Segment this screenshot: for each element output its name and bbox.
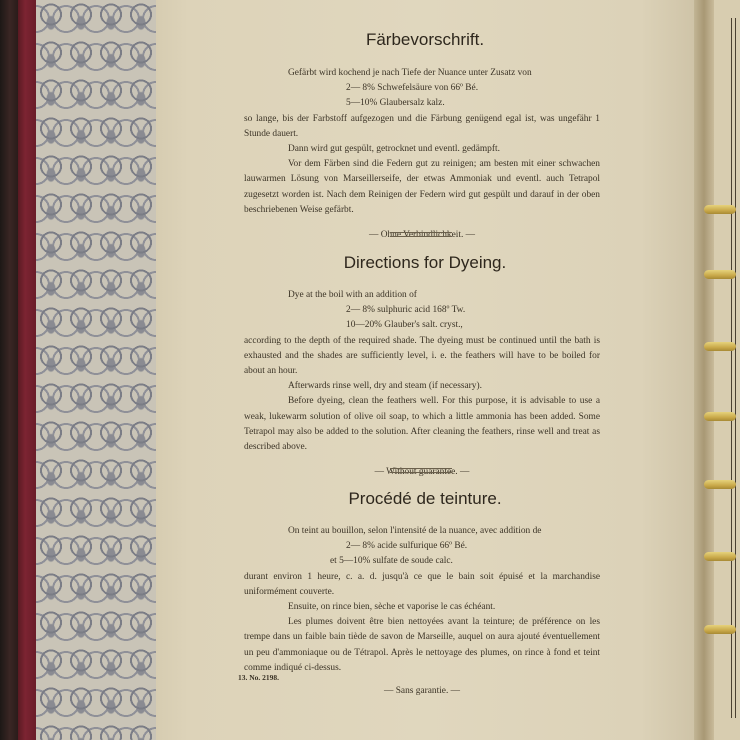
french-intro: On teint au bouillon, selon l'intensité de la nuance, avec addition de	[288, 526, 542, 536]
print-reference: 13. No. 2198.	[238, 673, 280, 682]
section-divider	[390, 468, 452, 473]
red-binding-strip	[18, 0, 36, 740]
binding-thread	[704, 412, 736, 421]
french-section	[244, 524, 600, 699]
german-section	[244, 66, 600, 243]
german-paragraph: so lange, bis der Farbstoff aufgezogen und die Färbung genügend egal ist, was ungefähr 1 Stunde dauert.	[244, 113, 600, 139]
english-intro: Dye at the boil with an addition of	[288, 290, 417, 300]
french-paragraph: Les plumes doivent être bien nettoyées avant la teinture; de préférence on les trempe dans un faible bain tiède de savon de Marseille, auquel on aura ajouté éventuellement un peu d'ammoniaque ou de Tétrapol. Après le nettoyage des plumes, on rince à fond et teint comme indiqué ci-dessus.	[244, 617, 600, 673]
binding-thread	[704, 552, 736, 561]
english-recipe-line: 10—20% Glauber's salt. cryst.,	[346, 320, 463, 331]
german-paragraph: Dann wird gut gespült, getrocknet und eventl. gedämpft.	[288, 144, 500, 155]
book-spine	[0, 0, 18, 740]
german-recipe-line: 2— 8% Schwefelsäure von 66º Bé.	[346, 83, 479, 94]
german-disclaimer: — Ohne Verbindlichkeit. —	[368, 230, 476, 241]
binding-thread	[704, 480, 736, 489]
adjacent-page-border	[731, 18, 736, 718]
english-paragraph: according to the depth of the required shade. The dyeing must be continued until the bath is exhausted and the shades are sufficiently level, i. e. the feathers will have to be boiled for about an hour.	[244, 335, 600, 377]
english-section	[244, 288, 600, 480]
binding-thread	[704, 625, 736, 634]
english-paragraph: Before dyeing, clean the feathers well. For this purpose, it is advisable to use a weak, lukewarm solution of olive oil soap, to which a little ammonia has been added. Some Tetrapol may also be added to the solution. After cleaning the feathers, rinse well and treat as described above.	[244, 396, 600, 453]
french-paragraph: durant environ 1 heure, c. a. d. jusqu'à ce que le bain soit épuisé et la marchandise uniformément couverte.	[244, 571, 600, 597]
section-divider	[390, 232, 452, 237]
german-paragraph: Vor dem Färben sind die Federn gut zu reinigen; am besten mit einer schwachen lauwarmen Lösung von Marseillerseife, der etwas Ammoniak und eventl. auch Tetrapol zugesetzt worden ist. Nach dem Reinigen der Federn wird gut gespült und darauf in der oben beschriebenen Weise gefärbt.	[244, 159, 600, 215]
binding-thread	[704, 342, 736, 351]
french-paragraph: Ensuite, on rince bien, sèche et vaporise le cas échéant.	[288, 602, 496, 613]
english-disclaimer: — Without guarantee. —	[374, 467, 470, 478]
english-recipe-line: 2— 8% sulphuric acid 168º Tw.	[346, 305, 466, 316]
patterned-endpaper	[36, 0, 158, 740]
german-intro: Gefärbt wird kochend je nach Tiefe der Nuance unter Zusatz von	[288, 68, 532, 78]
binding-thread	[704, 205, 736, 214]
english-paragraph: Afterwards rinse well, dry and steam (if necessary).	[288, 381, 482, 392]
english-title: Directions for Dyeing.	[343, 253, 507, 272]
german-recipe-line: 5—10% Glaubersalz kalz.	[346, 98, 445, 109]
binding-thread	[704, 270, 736, 279]
french-title: Procédé de teinture.	[348, 489, 502, 508]
german-title: Färbevorschrift.	[365, 30, 485, 49]
french-disclaimer: — Sans garantie. —	[383, 686, 461, 697]
french-recipe-line: et 5—10% sulfate de soude calc.	[330, 556, 453, 567]
french-recipe-line: 2— 8% acide sulfurique 66º Bé.	[346, 541, 468, 552]
